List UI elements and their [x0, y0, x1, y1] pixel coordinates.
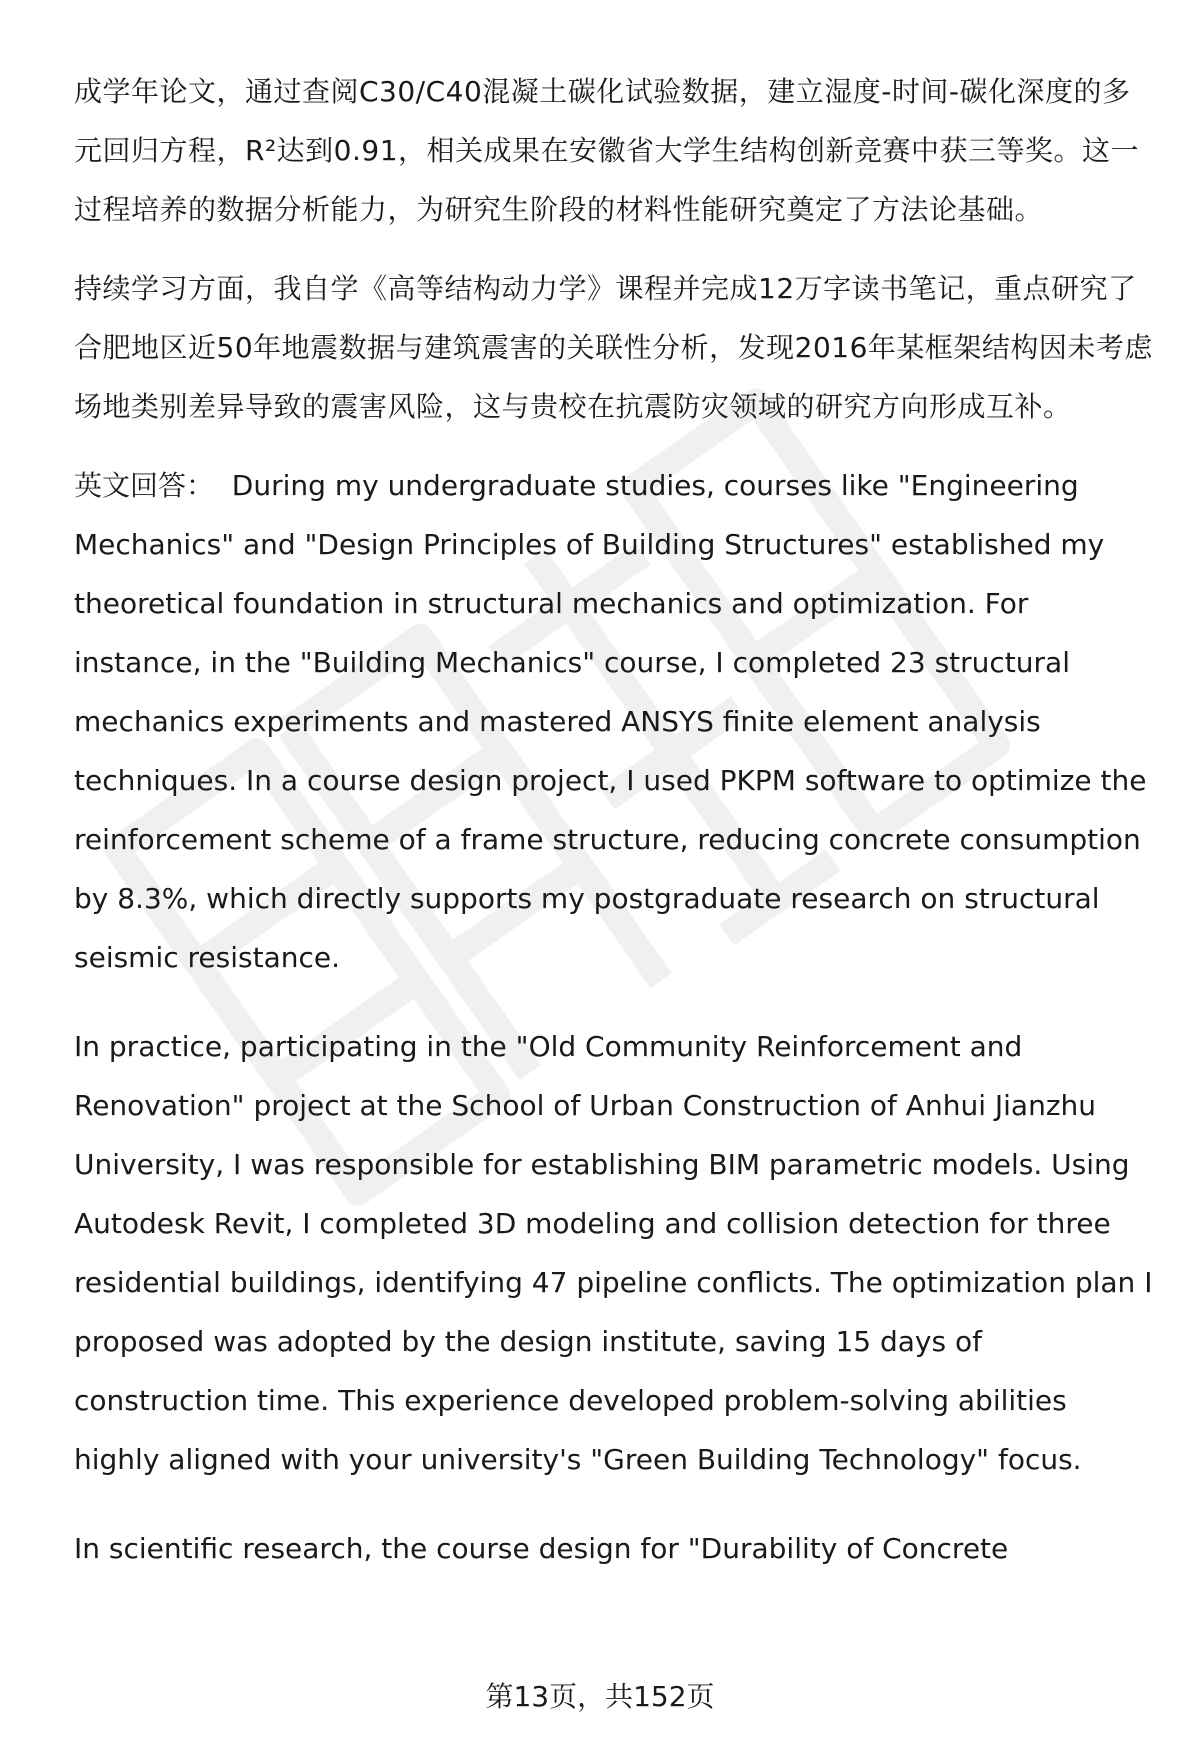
paragraph-practice: In practice, participating in the "Old Community Reinforcement and Renovation" project at the School of Urban Construction of Anhui Jianzhu University, I was responsible for establishing BIM parametric models. Using Autodesk Revit, I completed 3D modeling and collision detection for three residential buildings, identifying 47 pipeline conflicts. The optimization plan I proposed was adopted by the design institute, saving 15 days of construction time. This experience developed problem-solving abilities highly aligned with your university's "Green Building Technology" focus.: [74, 1030, 1162, 1476]
page-number: 第13页，共152页: [485, 1680, 715, 1713]
paragraph-research: In scientific research, the course design for "Durability of Concrete: [74, 1532, 1009, 1565]
document-body: [74, 62, 1162, 1578]
paragraph-continued: 成学年论文，通过查阅C30/C40混凝土碳化试验数据，建立湿度-时间-碳化深度的多元回归方程，R²达到0.91，相关成果在安徽省大学生结构创新竞赛中获三等奖。这一过程培养的数据分析能力，为研究生阶段的材料性能研究奠定了方法论基础。: [74, 75, 1140, 226]
paragraph-continuous-learning: 持续学习方面，我自学《高等结构动力学》课程并完成12万字读书笔记，重点研究了合肥地区近50年地震数据与建筑震害的关联性分析，发现2016年某框架结构因未考虑场地类别差异导致的震害风险，这与贵校在抗震防灾领域的研究方向形成互补。: [74, 272, 1153, 423]
paragraph-english-answer: 英文回答： During my undergraduate studies, courses like "Engineering Mechanics" and "Design Principles of Building Structures" established my theoretical foundation in structural mechanics and optimization. For instance, in the "Building Mechanics" course, I completed 23 structural mechanics experiments and mastered ANSYS finite element analysis techniques. In a course design project, I used PKPM software to optimize the reinforcement scheme of a frame structure, reducing concrete consumption by 8.3%, which directly supports my postgraduate research on structural seismic resistance.: [74, 469, 1156, 974]
